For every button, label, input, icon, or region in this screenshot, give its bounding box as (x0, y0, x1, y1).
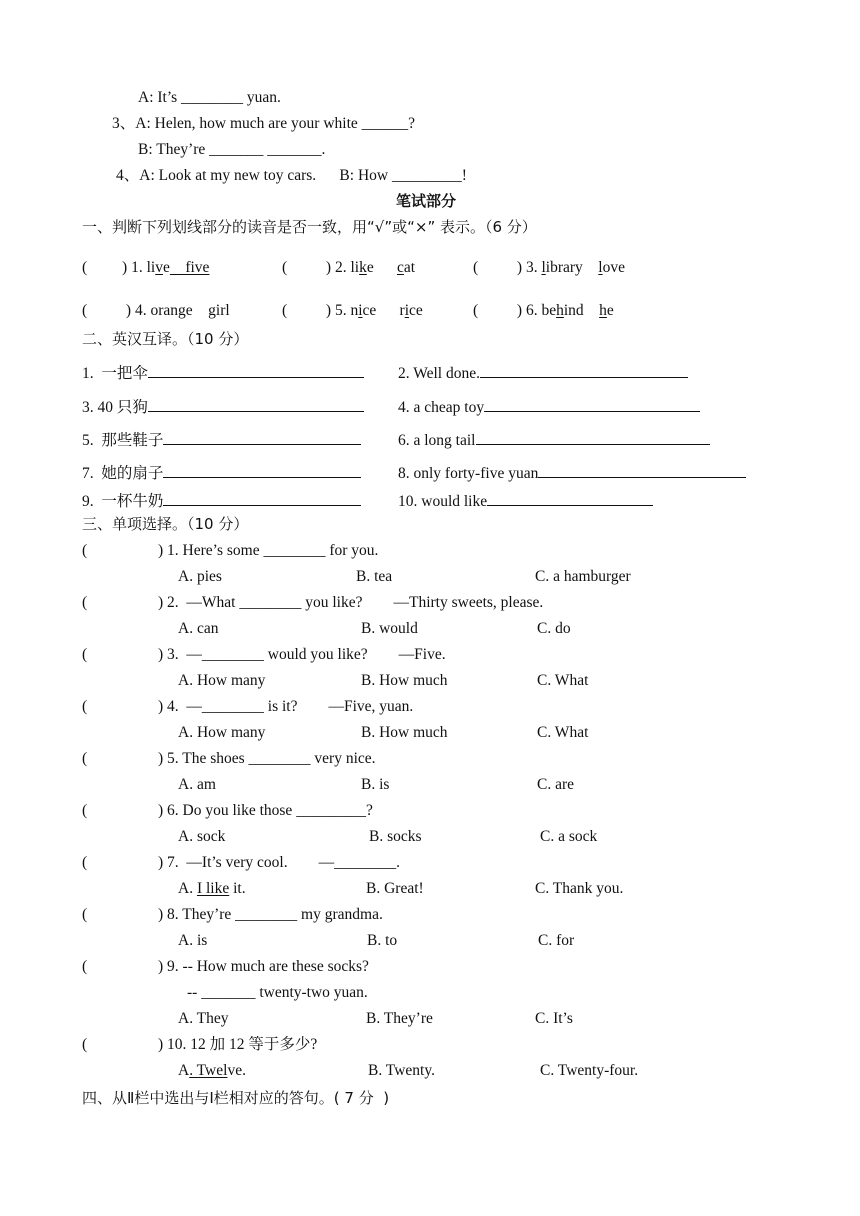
option-c: C. a hamburger (535, 568, 631, 585)
option-a: A. is (178, 932, 208, 949)
question-paren: ( (82, 1036, 88, 1053)
option-a: A. How many (178, 672, 266, 689)
question-text: ) 4. —________ is it? —Five, yuan. (158, 698, 414, 715)
question-paren: ( (82, 958, 88, 975)
question-text: ) 3. —________ would you like? —Five. (158, 646, 446, 663)
question-text: ) 6. Do you like those _________? (158, 802, 373, 819)
option-a: A. pies (178, 568, 222, 585)
option-a: A. How many (178, 724, 266, 741)
phonics-item: ( ) 6. behind he (473, 302, 614, 319)
option-a: A. They (178, 1010, 229, 1027)
translation-item: 10. would like (398, 491, 653, 511)
option-a: A. can (178, 620, 219, 637)
option-b: B. Great! (366, 880, 424, 897)
question-paren: ( (82, 542, 88, 559)
option-c: C. What (537, 672, 589, 689)
translation-item: 3. 40 只狗 (82, 397, 364, 417)
translation-item: 9. 一杯牛奶 (82, 491, 361, 511)
option-c: C. are (537, 776, 575, 793)
question-text: ) 8. They’re ________ my grandma. (158, 906, 383, 923)
dialogue-line: A: It’s ________ yuan. (138, 89, 281, 106)
section-heading: 四、从Ⅱ栏中选出与Ⅰ栏相对应的答句。( 7 分 ) (82, 1089, 390, 1107)
option-a: A. I like it. (178, 880, 246, 897)
option-c: C. It’s (535, 1010, 573, 1027)
option-c: C. do (537, 620, 571, 637)
question-text: ) 1. Here’s some ________ for you. (158, 542, 379, 559)
option-b: B. How much (361, 724, 448, 741)
phonics-item: ( ) 4. orange girl (82, 302, 230, 319)
translation-item: 5. 那些鞋子 (82, 430, 361, 450)
option-b: B. to (367, 932, 398, 949)
question-paren: ( (82, 646, 88, 663)
section-title: 笔试部分 (396, 192, 457, 210)
translation-item: 7. 她的扇子 (82, 463, 361, 483)
question-paren: ( (82, 854, 88, 871)
question-paren: ( (82, 698, 88, 715)
section-heading: 三、单项选择。（10 分） (82, 515, 249, 533)
question-text: ) 10. 12 加 12 等于多少? (158, 1036, 318, 1053)
translation-item: 4. a cheap toy (398, 397, 700, 417)
translation-item: 1. 一把伞 (82, 363, 364, 383)
option-b: B. How much (361, 672, 448, 689)
question-text: -- _______ twenty-two yuan. (187, 984, 368, 1001)
option-c: C. Thank you. (535, 880, 624, 897)
question-text: ) 7. —It’s very cool. —________. (158, 854, 400, 871)
option-a: A. Twelve. (178, 1062, 246, 1079)
dialogue-line: 3、A: Helen, how much are your white ______? (112, 115, 416, 132)
phonics-item: ( ) 2. like cat (282, 259, 416, 276)
option-c: C. What (537, 724, 589, 741)
phonics-item: ( ) 1. live five (82, 259, 210, 276)
translation-item: 6. a long tail (398, 430, 710, 450)
option-c: C. for (538, 932, 575, 949)
option-b: B. Twenty. (368, 1062, 435, 1079)
option-b: B. tea (356, 568, 393, 585)
phonics-item: ( ) 3. library love (473, 259, 625, 276)
dialogue-line: B: They’re _______ _______. (138, 141, 326, 158)
question-text: ) 9. -- How much are these socks? (158, 958, 369, 975)
question-text: ) 5. The shoes ________ very nice. (158, 750, 376, 767)
option-b: B. would (361, 620, 418, 637)
option-b: B. socks (369, 828, 422, 845)
dialogue-line: 4、A: Look at my new toy cars. B: How _________! (116, 167, 467, 184)
question-paren: ( (82, 750, 88, 767)
section-heading: 二、英汉互译。（10 分） (82, 330, 249, 348)
option-a: A. sock (178, 828, 226, 845)
option-c: C. a sock (540, 828, 598, 845)
question-paren: ( (82, 594, 88, 611)
option-b: B. They’re (366, 1010, 433, 1027)
question-paren: ( (82, 906, 88, 923)
option-c: C. Twenty-four. (540, 1062, 639, 1079)
translation-item: 8. only forty-five yuan (398, 463, 746, 483)
option-a: A. am (178, 776, 216, 793)
section-heading: 一、判断下列划线部分的读音是否一致，用“√”或“×” 表示。（6 分） (82, 218, 537, 236)
question-paren: ( (82, 802, 88, 819)
question-text: ) 2. —What ________ you like? —Thirty sweets, please. (158, 594, 544, 611)
phonics-item: ( ) 5. nice rice (282, 302, 423, 319)
translation-item: 2. Well done. (398, 363, 688, 383)
option-b: B. is (361, 776, 390, 793)
